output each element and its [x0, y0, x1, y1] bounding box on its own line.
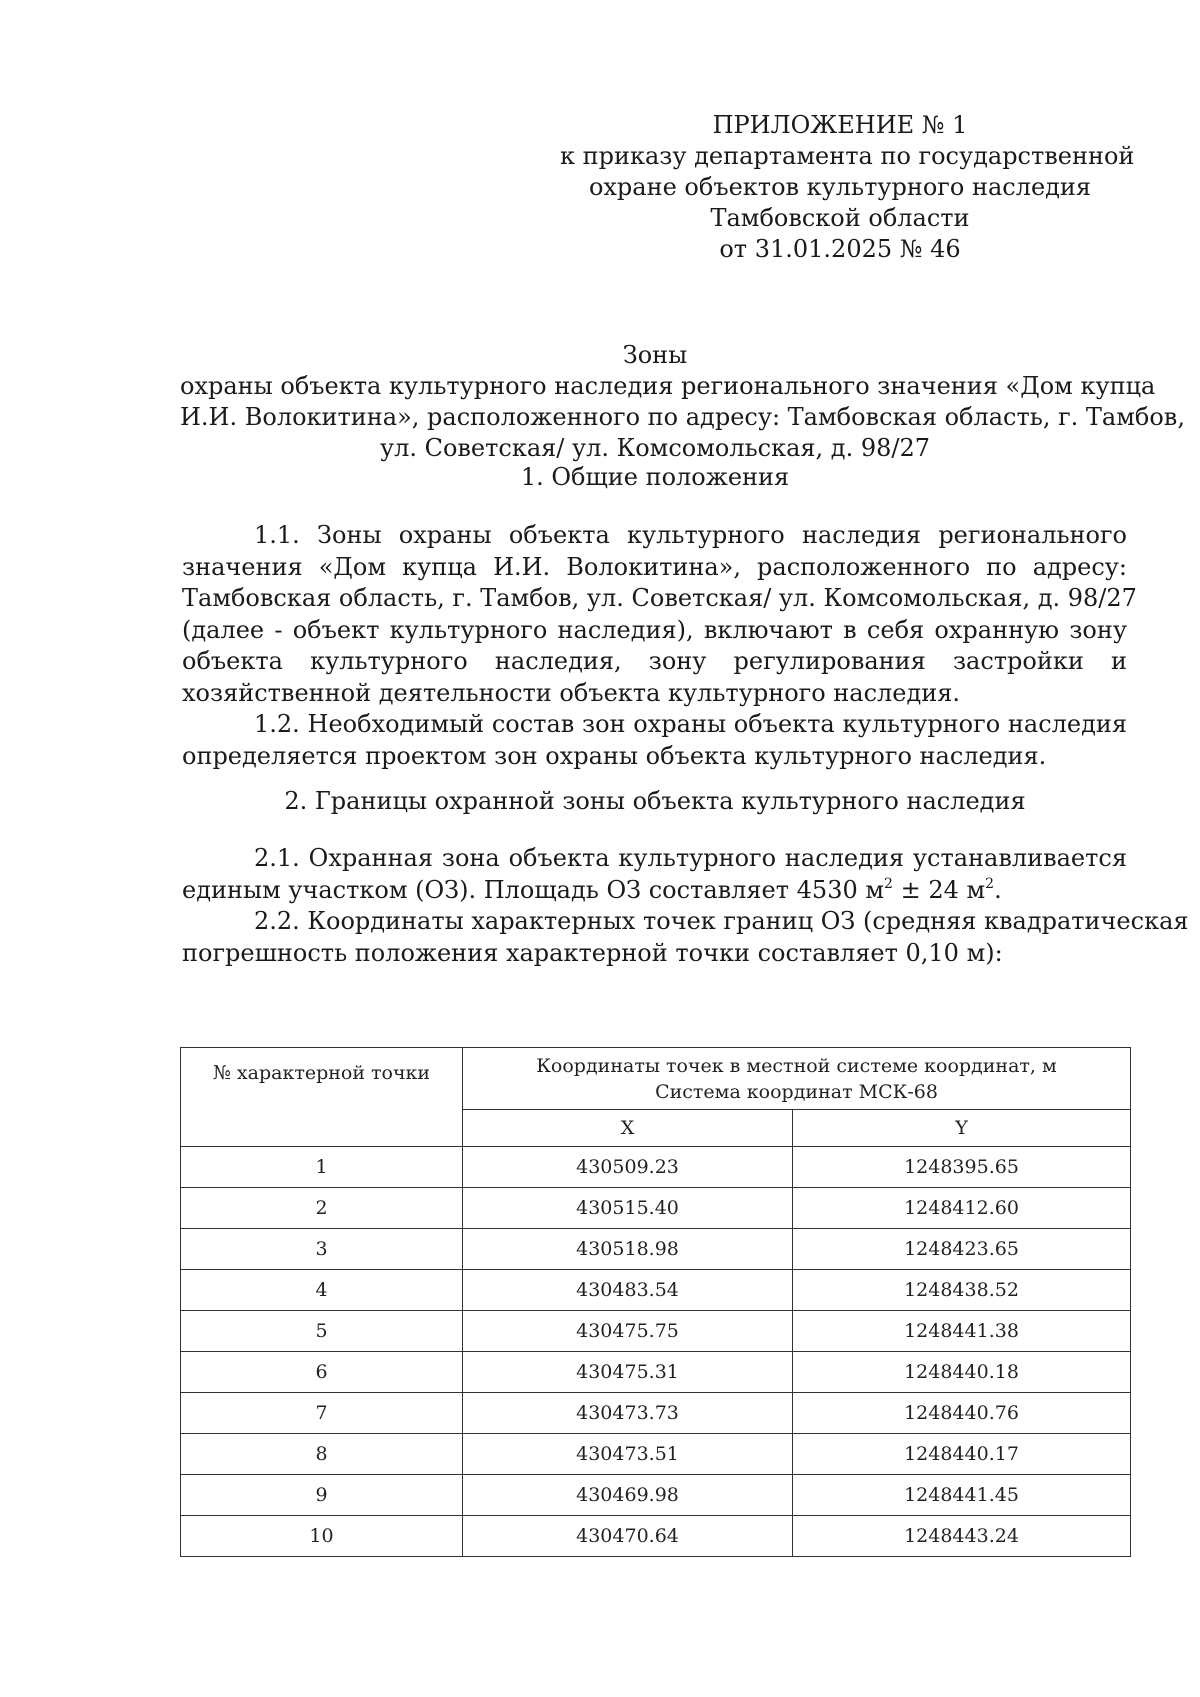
coord-x: 430473.73	[463, 1393, 793, 1434]
header-coordinates-line: Система координат МСК-68	[655, 1080, 938, 1103]
title-line: Зоны	[622, 341, 688, 369]
table-row	[181, 1393, 1131, 1434]
text-line: (далее - объект культурного наследия), включают в себя охранную зону	[182, 615, 1127, 644]
coord-x: 430509.23	[463, 1147, 793, 1188]
point-number: 9	[181, 1475, 463, 1516]
title-line: охраны объекта культурного наследия регионального значения «Дом купца	[180, 372, 1156, 400]
coord-x: 430475.31	[463, 1352, 793, 1393]
point-number: 10	[181, 1516, 463, 1557]
area-end: .	[994, 875, 1002, 904]
table-row	[181, 1147, 1131, 1188]
coordinates-table	[180, 1047, 1131, 1557]
paragraph-2	[182, 843, 1189, 969]
coord-y: 1248441.45	[793, 1475, 1131, 1516]
point-number: 7	[181, 1393, 463, 1434]
text-line: Тамбовская область, г. Тамбов, ул. Советская/ ул. Комсомольская, д. 98/27	[182, 584, 1137, 612]
appendix-line: Тамбовской области	[710, 204, 970, 232]
header-coordinates	[463, 1048, 1131, 1110]
table-row	[181, 1352, 1131, 1393]
coord-y: 1248440.76	[793, 1393, 1131, 1434]
point-number: 2	[181, 1188, 463, 1229]
header-point-number: № характерной точки	[181, 1048, 463, 1147]
coord-y: 1248438.52	[793, 1270, 1131, 1311]
text-line: 2.1. Охранная зона объекта культурного наследия устанавливается	[254, 844, 1127, 872]
header-coordinates-line: Координаты точек в местной системе координат, м	[536, 1054, 1057, 1077]
coord-x: 430475.75	[463, 1311, 793, 1352]
coord-x: 430470.64	[463, 1516, 793, 1557]
appendix-line: к приказу департамента по государственной	[560, 142, 1135, 170]
table-row	[181, 1188, 1131, 1229]
coord-x: 430518.98	[463, 1229, 793, 1270]
superscript: 2	[985, 875, 995, 892]
text-line: 1.2. Необходимый состав зон охраны объекта культурного наследия	[254, 710, 1127, 738]
title-line: И.И. Волокитина», расположенного по адресу: Тамбовская область, г. Тамбов,	[180, 403, 1185, 431]
table-row	[181, 1516, 1131, 1557]
appendix-header	[560, 110, 1135, 265]
coord-x: 430473.51	[463, 1434, 793, 1475]
paragraph-1-1	[182, 520, 1137, 772]
coord-y: 1248443.24	[793, 1516, 1131, 1557]
text-line: 2.2. Координаты характерных точек границ ОЗ (средняя квадратическая	[254, 907, 1189, 935]
table-row	[181, 1270, 1131, 1311]
coord-y: 1248412.60	[793, 1188, 1131, 1229]
appendix-line: охране объектов культурного наследия	[588, 173, 1092, 201]
point-number: 4	[181, 1270, 463, 1311]
text-line: значения «Дом купца И.И. Волокитина», расположенного по адресу:	[182, 552, 1127, 581]
point-number: 8	[181, 1434, 463, 1475]
coord-x: 430483.54	[463, 1270, 793, 1311]
coord-y: 1248395.65	[793, 1147, 1131, 1188]
area-text: единым участком (ОЗ). Площадь ОЗ составляет 4530 м	[182, 875, 885, 904]
area-line	[182, 875, 1127, 907]
table-row	[181, 1434, 1131, 1475]
text-line: погрешность положения характерной точки составляет 0,10 м):	[182, 938, 1003, 967]
table-row	[181, 1311, 1131, 1352]
area-tolerance: ± 24 м	[892, 875, 986, 904]
section-heading-boundaries: 2. Границы охранной зоны объекта культурного наследия	[284, 787, 1026, 815]
coord-x: 430469.98	[463, 1475, 793, 1516]
table-row	[181, 1229, 1131, 1270]
header-x: X	[463, 1110, 793, 1147]
point-number: 3	[181, 1229, 463, 1270]
text-line: хозяйственной деятельности объекта культурного наследия.	[182, 678, 961, 707]
coord-y: 1248441.38	[793, 1311, 1131, 1352]
appendix-line: от 31.01.2025 № 46	[719, 235, 961, 263]
header-y: Y	[793, 1110, 1131, 1147]
point-number: 5	[181, 1311, 463, 1352]
coord-x: 430515.40	[463, 1188, 793, 1229]
coord-y: 1248440.18	[793, 1352, 1131, 1393]
appendix-line: ПРИЛОЖЕНИЕ № 1	[712, 111, 968, 139]
superscript: 2	[884, 875, 893, 892]
title-line: ул. Советская/ ул. Комсомольская, д. 98/27	[379, 434, 931, 462]
text-line: 1.1. Зоны охраны объекта культурного наследия регионального	[254, 521, 1127, 549]
document-title	[180, 340, 1185, 464]
point-number: 1	[181, 1147, 463, 1188]
coord-y: 1248423.65	[793, 1229, 1131, 1270]
section-heading-general: 1. Общие положения	[520, 463, 790, 491]
coord-y: 1248440.17	[793, 1434, 1131, 1475]
table-row	[181, 1475, 1131, 1516]
point-number: 6	[181, 1352, 463, 1393]
text-line: определяется проектом зон охраны объекта культурного наследия.	[182, 741, 1047, 770]
text-line: объекта культурного наследия, зону регулирования застройки и	[182, 647, 1127, 675]
